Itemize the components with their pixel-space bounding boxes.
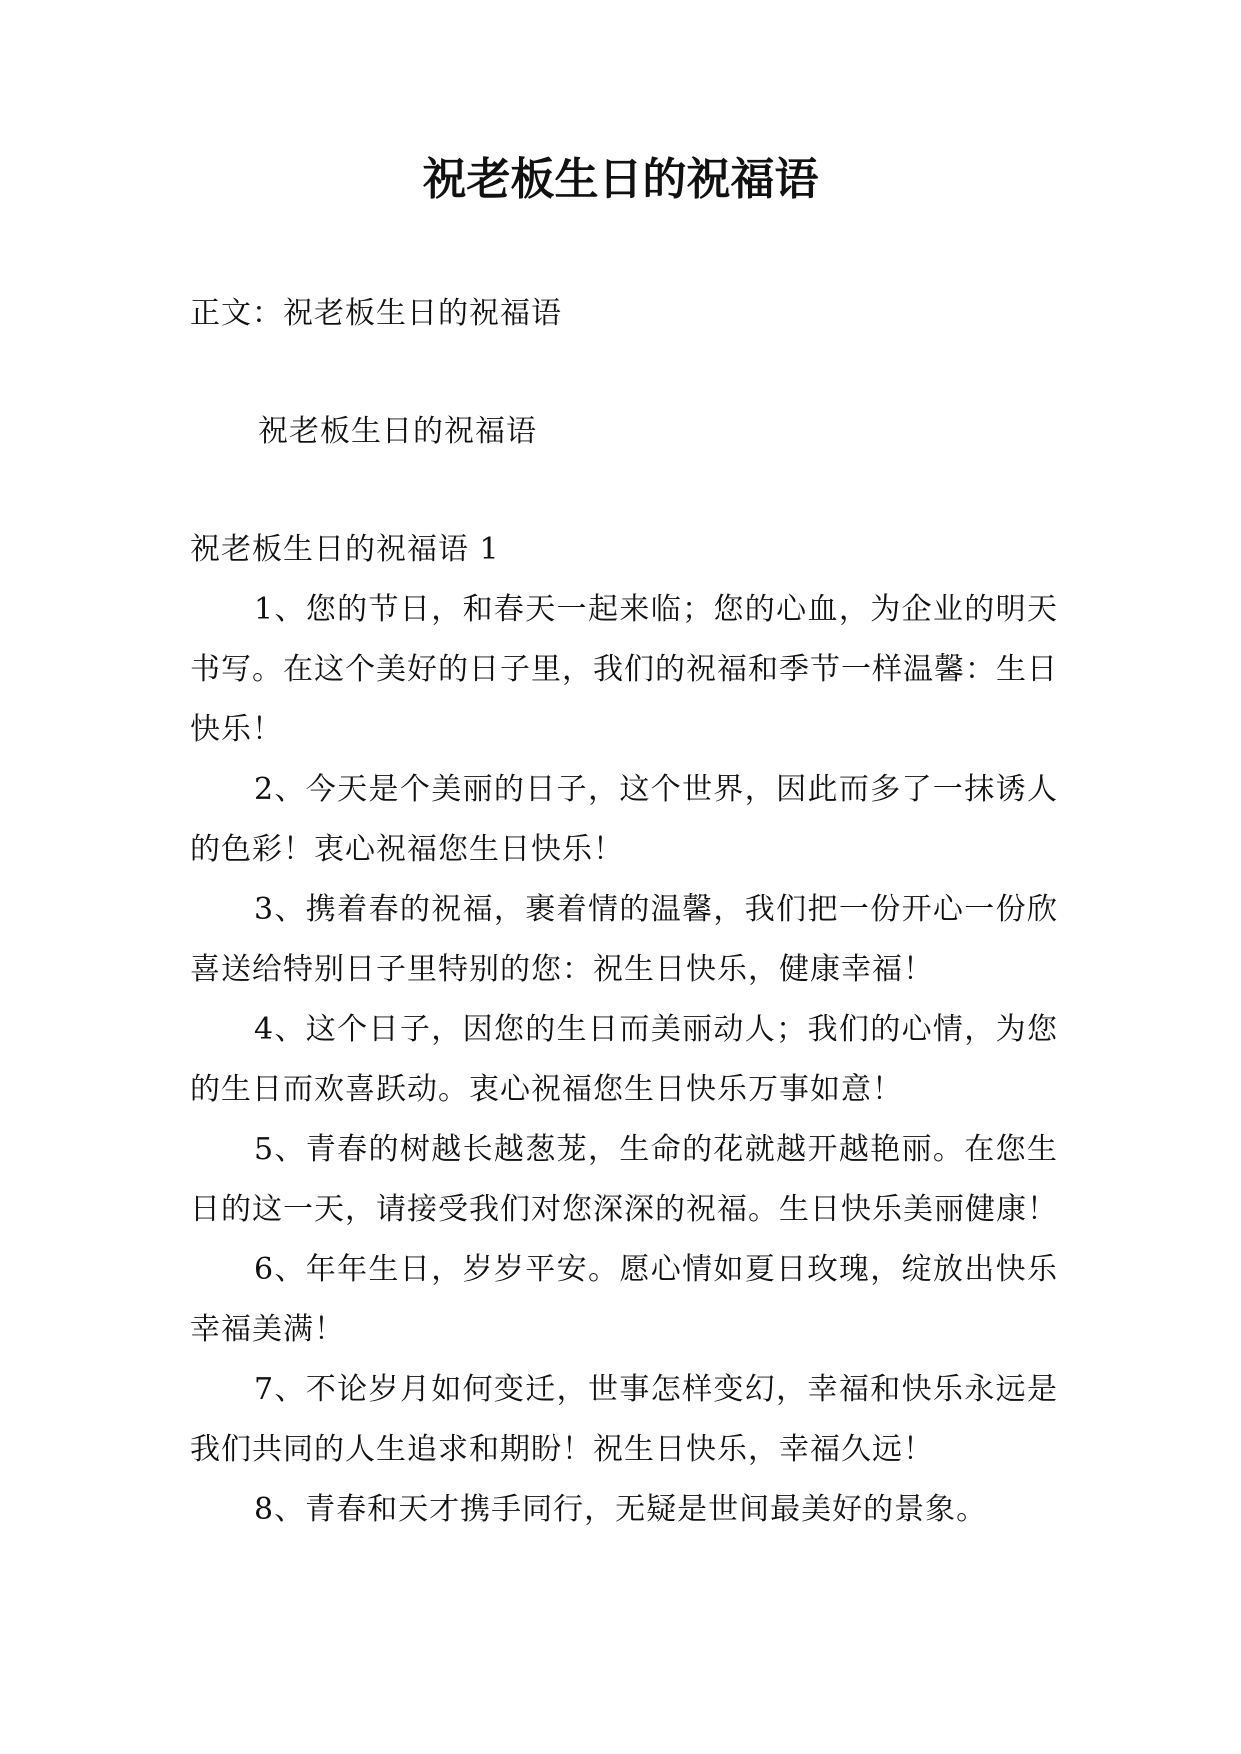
section-heading: 祝老板生日的祝福语 1 xyxy=(190,532,500,567)
blessing-paragraph-2: 2、今天是个美丽的日子，这个世界，因此而多了一抹诱人的色彩！衷心祝福您生日快乐！ xyxy=(190,772,1058,867)
blessing-paragraph-7: 7、不论岁月如何变迁，世事怎样变幻，幸福和快乐永远是我们共同的人生追求和期盼！祝生日快乐，幸福久远！ xyxy=(190,1372,1058,1467)
blessings-list xyxy=(190,580,1058,1540)
blessing-paragraph-4: 4、这个日子，因您的生日而美丽动人；我们的心情，为您的生日而欢喜跃动。衷心祝福您生日快乐万事如意！ xyxy=(190,1012,1058,1107)
blessing-paragraph-1: 1、您的节日，和春天一起来临；您的心血，为企业的明天书写。在这个美好的日子里，我们的祝福和季节一样温馨：生日快乐！ xyxy=(190,592,1058,747)
blessing-paragraph-6: 6、年年生日，岁岁平安。愿心情如夏日玫瑰，绽放出快乐幸福美满！ xyxy=(190,1252,1058,1347)
body-label-line: 正文：祝老板生日的祝福语 xyxy=(190,296,562,331)
blessing-paragraph-3: 3、携着春的祝福，裹着情的温馨，我们把一份开心一份欣喜送给特别日子里特别的您：祝生日快乐，健康幸福！ xyxy=(190,892,1058,987)
document-title: 祝老板生日的祝福语 xyxy=(422,154,819,205)
document-subtitle: 祝老板生日的祝福语 xyxy=(258,414,537,449)
blessing-paragraph-8: 8、青春和天才携手同行，无疑是世间最美好的景象。 xyxy=(254,1492,988,1527)
blessing-paragraph-5: 5、青春的树越长越葱茏，生命的花就越开越艳丽。在您生日的这一天，请接受我们对您深深的祝福。生日快乐美丽健康！ xyxy=(190,1132,1058,1227)
